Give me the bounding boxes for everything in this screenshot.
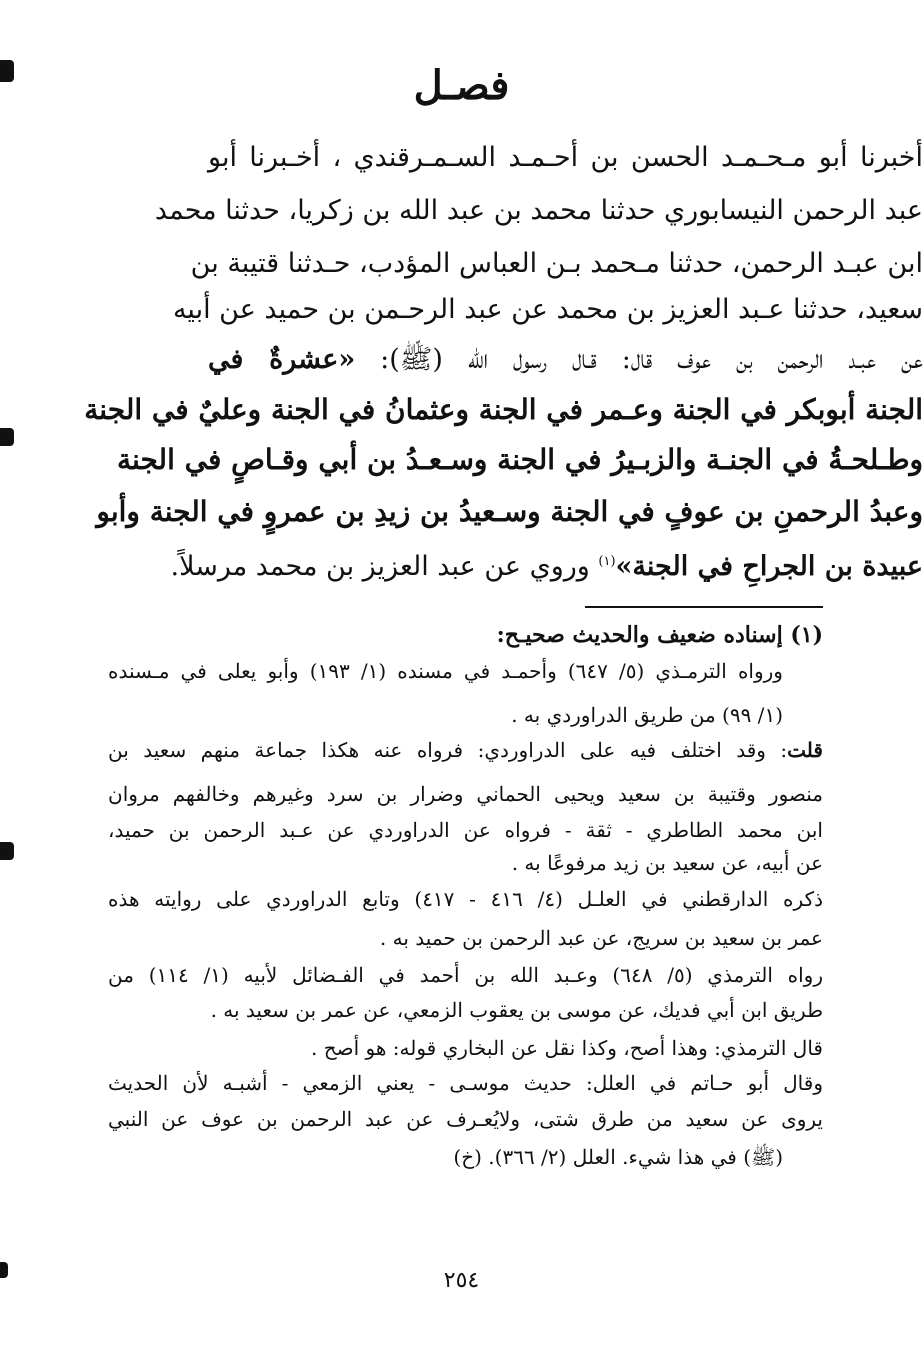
footnote-line-text: : وقد اختلف فيه على الدراوردي: فرواه عنه هكذا جماعة منهم سعيد بن (108, 738, 788, 762)
main-line: ابن عبـد الرحمن، حدثنا مـحمد بـن العباس المؤدب، حـدثنا قتيبة بن (190, 248, 923, 279)
footnote-line: طريق ابن أبي فديك، عن موسى بن يعقوب الزمعي، عن عمر بن سعيد به . (210, 998, 823, 1022)
hadith-line: وطـلحـةُ في الجنـة والزبـيرُ في الجنة وسـعـدُ بن أبي وقـاصٍ في الجنة (117, 443, 923, 476)
footnote-line: (١/ ٩٩) من طريق الدراوردي به . (511, 703, 783, 727)
scan-edge-mark (0, 428, 14, 446)
hadith-quote: عبيدة بن الجراحِ في الجنة» (615, 551, 923, 582)
footnote-line: عن أبيه، عن سعيد بن زيد مرفوعًا به . (511, 851, 823, 875)
hadith-quote: «عشرةٌ في (208, 344, 356, 375)
footnote-line: ابن محمد الطاطري - ثقة - فرواه عن الدراوردي عن عـبد الرحمن بن حميد، (108, 818, 823, 842)
footnote-separator (585, 606, 823, 608)
footnote-line: (ﷺ) في هذا شيء. العلل (٢/ ٣٦٦). (خ) (453, 1145, 783, 1169)
page-number: ٢٥٤ (443, 1268, 480, 1293)
footnote-line: رواه الترمذي (٥/ ٦٤٨) وعـبد الله بن أحمد في الفـضائل لأبيه (١/ ١١٤) من (108, 963, 823, 987)
footnote-heading: (١) إسناده ضعيف والحديث صحيـح: (496, 622, 823, 648)
scan-edge-mark (0, 842, 14, 860)
main-line (208, 340, 923, 384)
footnote-line: ورواه الترمـذي (٥/ ٦٤٧) وأحمـد في مسنده (١/ ١٩٣) وأبو يعلى في مـسنده (108, 659, 783, 683)
footnote-line: وقال أبو حـاتم في العلل: حديث موسـى - يعني الزمعي - أشبـه لأن الحديث (108, 1071, 823, 1095)
footnote-line: يروى عن سعيد من طرق شتى، ولايُعـرف عن عبد الرحمن بن عوف عن النبي (108, 1107, 823, 1131)
main-line: سعيد، حدثنا عـبد العزيز بن محمد عن عبد الرحـمن بن حميد عن أبيه (172, 294, 923, 325)
footnote-line: قال الترمذي: وهذا أصح، وكذا نقل عن البخاري قوله: هو أصح . (311, 1036, 823, 1060)
footnote-line: ذكره الدارقطني في العلـل (٤/ ٤١٦ - ٤١٧) وتابع الدراوردي على روايته هذه (108, 887, 823, 911)
hadith-line: الجنة أبوبكر في الجنة وعـمر في الجنة وعثمانُ في الجنة وعليٌ في الجنة (84, 393, 923, 426)
section-heading: فصـل (413, 62, 510, 109)
main-line-text: وروي عن عبد العزيز بن محمد مرسلاً. (170, 551, 599, 582)
main-line-text: عن عبـد الرحمن بن عوف قال: قـال رسول الله (ﷺ): (355, 344, 923, 375)
hadith-line: وعبدُ الرحمنِ بن عوفٍ في الجنة وسـعيدُ بن زيدِ بن عمروٍ في الجنة وأبو (96, 495, 923, 528)
footnote-label: قلت (787, 738, 823, 762)
main-line (170, 542, 923, 586)
main-line: أخبرنا أبو مـحـمـد الحسن بن أحـمـد السـمـرقندي ، أخـبرنا أبو (208, 142, 923, 173)
footnote-line (108, 735, 823, 767)
footnote-line: منصور وقتيبة بن سعيد ويحيى الحماني وضرار بن سرد وغيرهم وخالفهم مروان (108, 782, 823, 806)
main-line: عبد الرحمن النيسابوري حدثنا محمد بن عبد الله بن زكريا، حدثنا محمد (154, 195, 923, 226)
footnote-line: عمر بن سعيد بن سريج، عن عبد الرحمن بن حميد به . (379, 926, 823, 950)
footnote-reference: (١) (598, 554, 616, 569)
